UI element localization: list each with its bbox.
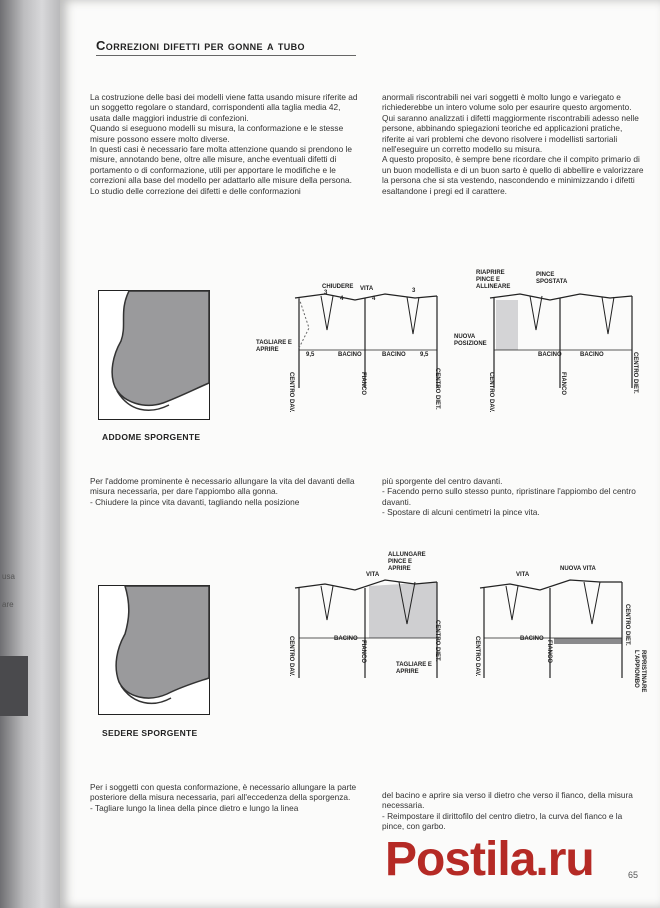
paragraph: - Tagliare lungo la linea della pince dietro e lungo la linea — [90, 802, 299, 813]
paragraph: - Spostare di alcuni centimetri la pince vita. — [382, 507, 540, 518]
label-nuova-posizione: NUOVA POSIZIONE — [454, 334, 487, 347]
label-centro-dav: CENTRO DAV. — [488, 372, 494, 413]
label-vita: VITA — [366, 572, 380, 578]
intro-left — [90, 92, 358, 196]
prev-page-text: are — [2, 600, 14, 609]
sedere-silhouette-svg — [99, 586, 209, 714]
label-bacino: BACINO — [520, 636, 544, 642]
label-fianco: FIANCO — [360, 372, 366, 395]
paragraph: Quando si eseguono modelli su misura, la conformazione e le stesse misure possono essere molto diverse. — [90, 123, 344, 144]
measure-label: 9,5 — [306, 352, 315, 358]
label-fianco: FIANCO — [546, 640, 552, 663]
label-centro-diet: CENTRO DIET. — [624, 604, 630, 646]
label-riaprire: RIAPRIRE PINCE E ALLINEARE — [476, 270, 511, 290]
label-tagliare: TAGLIARE E APRIRE — [396, 662, 432, 675]
abdomen-silhouette-svg — [99, 291, 209, 419]
book-spine — [0, 0, 60, 908]
caption-sedere: SEDERE SPORGENTE — [102, 728, 198, 738]
label-chiudere: CHIUDERE — [322, 284, 354, 290]
label-bacino: BACINO — [580, 352, 604, 358]
paragraph: Per i soggetti con questa conformazione, è necessario allungare la parte posteriore della misura necessaria, pari all'eccedenza della sporgenza. — [90, 782, 357, 803]
body-silhouette-sedere — [98, 585, 210, 715]
section1-text-left — [90, 476, 358, 507]
label-bacino: BACINO — [538, 352, 562, 358]
label-fianco: FIANCO — [360, 640, 366, 663]
prev-page-text: usa — [2, 572, 15, 581]
label-centro-dav: CENTRO DAV. — [288, 636, 294, 677]
caption-addome: ADDOME SPORGENTE — [102, 432, 201, 442]
label-vita: VITA — [516, 572, 530, 578]
label-bacino: BACINO — [334, 636, 358, 642]
label-centro-dav: CENTRO DAV. — [288, 372, 294, 413]
paragraph: - Reimpostare il dirittofilo del centro dietro, la curva del fianco e la pince, con garbo. — [382, 810, 623, 832]
body-silhouette-abdomen — [98, 290, 210, 420]
paragraph: A questo proposito, è sempre bene ricordare che il compito primario di un buon modellista e di un buon sarto è quello di abbellire e valorizzare la persona che si sta vestendo, nascondendo e minimizzando i difetti esaltandone i pregi ed il carattere. — [382, 154, 644, 196]
measure-label: 3 — [412, 288, 416, 294]
label-centro-dav: CENTRO DAV. — [474, 636, 480, 677]
label-centro-diet: CENTRO DIET. — [434, 368, 440, 410]
page-title: Correzioni difetti per gonne a tubo — [96, 38, 356, 56]
pattern-abdomen-a — [295, 288, 445, 398]
label-bacino: BACINO — [338, 352, 362, 358]
paragraph: - Facendo perno sullo stesso punto, ripristinare l'appiombo del centro davanti. — [382, 486, 636, 507]
pattern-sedere-b — [480, 578, 630, 688]
intro-right — [382, 92, 644, 196]
watermark-tld: .ru — [535, 833, 594, 886]
paragraph: Qui saranno analizzati i difetti maggiormente riscontrabili adesso nelle persone, abbinando spiegazioni teoriche ed applicazioni pratiche, riferite ai vari problemi che devono risolvere i modellisti sartoriali nell'eseguire un corretto modello su misura. — [382, 112, 639, 155]
label-pince-spostata: PINCE SPOSTATA — [536, 272, 568, 285]
label-nuova-vita: NUOVA VITA — [560, 566, 596, 572]
label-bacino: BACINO — [382, 352, 406, 358]
label-centro-diet: CENTRO DIET. — [632, 352, 638, 394]
label-fianco: FIANCO — [560, 372, 566, 395]
watermark-brand: Postila — [385, 833, 536, 886]
label-vita: VITA — [360, 286, 374, 292]
section2-text-left — [90, 782, 358, 813]
label-allungare: ALLUNGARE PINCE E APRIRE — [388, 552, 426, 572]
paragraph: Lo studio delle correzione dei difetti e delle conformazioni — [90, 185, 301, 196]
section2-text-right — [382, 790, 644, 832]
watermark-logo — [385, 832, 594, 887]
measure-label: 4 — [340, 296, 344, 302]
paragraph: del bacino e aprire sia verso il dietro che verso il fianco, della misura necessaria. — [382, 790, 633, 811]
paragraph: più sporgente del centro davanti. — [382, 476, 503, 486]
page-number: 65 — [627, 870, 638, 880]
paragraph: In questi casi è necessario fare molta attenzione quando si prendono le misure, annotando bene, oltre alle misure, anche eventuali difetti di portamento o di conformazione, utili per apportare le modifiche e le correzioni alla base del modello per adattarlo alle misure della persona. — [90, 144, 352, 186]
measure-label: 4 — [372, 296, 376, 302]
paragraph: Per l'addome prominente è necessario allungare la vita del davanti della misura necessaria, per dare l'appiombo alla gonna. — [90, 476, 355, 497]
paragraph: La costruzione delle basi dei modelli viene fatta usando misure riferite ad un soggetto regolare o standard, corrispondenti alla taglia media 42, usata dalle maggiori industrie di confezioni. — [90, 92, 358, 123]
section1-text-right — [382, 476, 644, 518]
label-tagliare: TAGLIARE E APRIRE — [256, 340, 292, 353]
page — [60, 0, 660, 908]
label-centro-diet: CENTRO DIET. — [434, 620, 440, 662]
label-ripristinare: RIPRISTINARE L'APPIOMBO — [633, 650, 646, 693]
measure-label: 3 — [324, 290, 328, 296]
paragraph: anormali riscontrabili nei vari soggetti è molto lungo e variegato e richiederebbe un intero volume solo per esaurire questo argomento. — [382, 92, 632, 113]
paragraph: - Chiudere la pince vita davanti, tagliando nella posizione — [90, 496, 300, 507]
prev-page-tab — [0, 656, 28, 716]
measure-label: 9,5 — [420, 352, 429, 358]
